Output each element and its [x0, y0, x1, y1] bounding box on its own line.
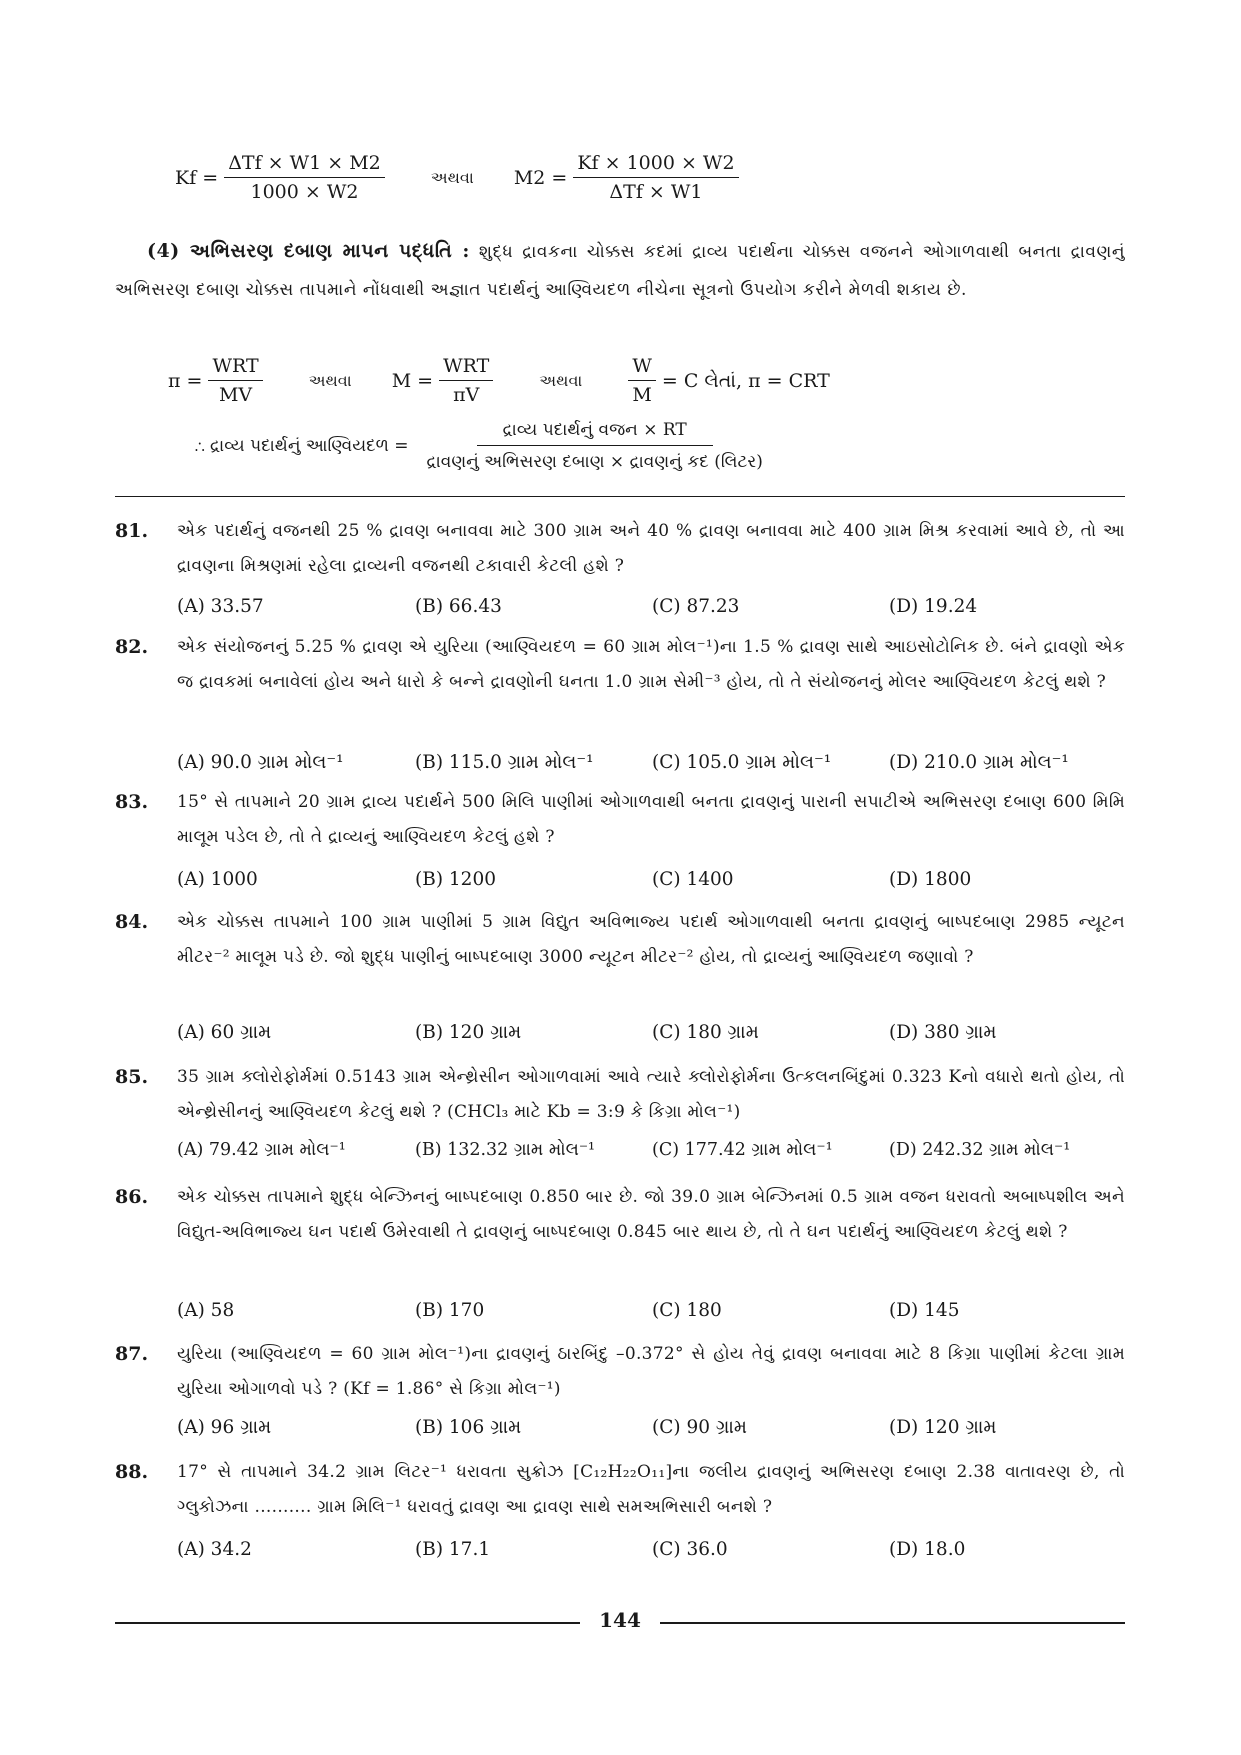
question-text: એક ચોક્કસ તાપમાને શુદ્ધ બેન્ઝિનનું બાષ્પદબાણ 0.850 બાર છે. જો 39.0 ગ્રામ બેન્ઝિનમાં 0.5 ગ્રામ વજન ધરાવતો અબાષ્પશીલ અને વિદ્યુત-અવિભાજ્ય ઘન પદાર્થ ઉમેરવાથી તે દ્રાવણનું બાષ્પદબાણ 0.845 બાર થાય છે, તો તે ઘન પદાર્થનું આણ્વિયદળ કેટલું થશે ? — [177, 1187, 1125, 1242]
option-c[interactable]: (C) 1400 — [652, 869, 734, 890]
option-a[interactable]: (A) 33.57 — [177, 596, 264, 617]
pi-denominator: MV — [218, 384, 253, 406]
mw-fraction — [423, 420, 767, 472]
option-d[interactable]: (D) 380 ગ્રામ — [889, 1022, 997, 1043]
question-number: 87. — [115, 1343, 149, 1365]
option-b[interactable]: (B) 17.1 — [415, 1539, 491, 1560]
option-d[interactable]: (D) 210.0 ગ્રામ મોલ⁻¹ — [889, 752, 1069, 773]
question-text: એક સંયોજનનું 5.25 % દ્રાવણ એ યુરિયા (આણ્વિયદળ = 60 ગ્રામ મોલ⁻¹)ના 1.5 % દ્રાવણ સાથે આઇસોટોનિક છે. બંને દ્રાવણો એક જ દ્રાવકમાં બનાવેલાં હોય અને ધારો કે બન્ને દ્રાવણોની ઘનતા 1.0 ગ્રામ સેમી⁻³ હોય, તો તે સંયોજનનું મોલર આણ્વિયદળ કેટલું થશે ? — [177, 637, 1125, 692]
question-text: યુરિયા (આણ્વિયદળ = 60 ગ્રામ મોલ⁻¹)ના દ્રાવણનું ઠારબિંદુ –0.372° સે હોય તેવું દ્રાવણ બનાવવા માટે 8 કિગ્રા પાણીમાં કેટલા ગ્રામ યુરિયા ઓગાળવો પડે ? (Kf = 1.86° સે કિગ્રા મોલ⁻¹) — [177, 1344, 1125, 1399]
pi-fraction — [208, 355, 262, 406]
osmotic-pressure-formulas — [168, 355, 830, 406]
question-85 — [115, 1060, 1125, 1175]
question-text: 35 ગ્રામ ક્લોરોફોર્મમાં 0.5143 ગ્રામ એન્થ્રેસીન ઓગાળવામાં આવે ત્યારે ક્લોરોફોર્મના ઉત્કલનબિંદુમાં 0.323 Kનો વધારો થતો હોય, તો એન્થ્રેસીનનું આણ્વિયદળ કેટલું થશે ? (CHCl₃ માટે Kb = 3:9 કે કિગ્રા મોલ⁻¹) — [177, 1067, 1125, 1122]
m-label: M = — [391, 369, 434, 392]
freezing-point-formulas — [175, 152, 745, 203]
option-b[interactable]: (B) 132.32 ગ્રામ મોલ⁻¹ — [415, 1140, 596, 1160]
option-c[interactable]: (C) 36.0 — [652, 1539, 728, 1560]
m-numerator: WRT — [439, 355, 493, 381]
m-fraction — [439, 355, 493, 406]
option-c[interactable]: (C) 180 ગ્રામ — [652, 1022, 759, 1043]
m-denominator: πV — [453, 384, 480, 406]
question-88 — [115, 1455, 1125, 1570]
kf-numerator: ΔTf × W1 × M2 — [224, 152, 385, 178]
question-text: એક ચોક્કસ તાપમાને 100 ગ્રામ પાણીમાં 5 ગ્રામ વિદ્યુત અવિભાજ્ય પદાર્થ ઓગાળવાથી બનતા દ્રાવણનું બાષ્પદબાણ 2985 ન્યૂટન મીટર⁻² માલૂમ પડે છે. જો શુદ્ધ પાણીનું બાષ્પદબાણ 3000 ન્યૂટન મીટર⁻² હોય, તો દ્રાવ્યનું આણ્વિયદળ જણાવો ? — [177, 912, 1125, 967]
m2-fraction — [573, 152, 738, 203]
option-a[interactable]: (A) 60 ગ્રામ — [177, 1022, 272, 1043]
m-denominator: M — [632, 384, 652, 406]
question-number: 83. — [115, 791, 149, 813]
option-a[interactable]: (A) 96 ગ્રામ — [177, 1417, 272, 1438]
option-b[interactable]: (B) 120 ગ્રામ — [415, 1022, 522, 1043]
mw-label: ∴ દ્રાવ્ય પદાર્થનું આણ્વિયદળ = — [195, 436, 409, 456]
question-81 — [115, 514, 1125, 624]
option-c[interactable]: (C) 105.0 ગ્રામ મોલ⁻¹ — [652, 752, 832, 773]
page-number: 144 — [599, 1608, 641, 1632]
option-d[interactable]: (D) 120 ગ્રામ — [889, 1417, 997, 1438]
option-b[interactable]: (B) 170 — [415, 1300, 485, 1321]
kf-denominator: 1000 × W2 — [250, 181, 359, 203]
question-text: 17° સે તાપમાને 34.2 ગ્રામ લિટર⁻¹ ધરાવતા સુક્રોઝ [C₁₂H₂₂O₁₁]ના જલીય દ્રાવણનું અભિસરણ દબાણ 2.38 વાતાવરણ છે, તો ગ્લુકોઝના .......... ગ્રામ મિલિ⁻¹ ધરાવતું દ્રાવણ આ દ્રાવણ સાથે સમઅભિસારી બનશે ? — [177, 1462, 1125, 1517]
option-a[interactable]: (A) 34.2 — [177, 1539, 252, 1560]
option-d[interactable]: (D) 19.24 — [889, 596, 978, 617]
option-b[interactable]: (B) 115.0 ગ્રામ મોલ⁻¹ — [415, 752, 594, 773]
w-over-m-fraction — [628, 355, 656, 406]
option-c[interactable]: (C) 90 ગ્રામ — [652, 1417, 747, 1438]
or-text: અથવા — [308, 370, 352, 390]
option-d[interactable]: (D) 18.0 — [889, 1539, 966, 1560]
option-a[interactable]: (A) 58 — [177, 1300, 235, 1321]
pi-numerator: WRT — [208, 355, 262, 381]
m2-label: M2 = — [513, 166, 568, 189]
question-text: 15° સે તાપમાને 20 ગ્રામ દ્રાવ્ય પદાર્થને 500 મિલિ પાણીમાં ઓગાળવાથી બનતા દ્રાવણનું પારાની સપાટીએ અભિસરણ દબાણ 600 મિમિ માલૂમ પડેલ છે, તો તે દ્રાવ્યનું આણ્વિયદળ કેટલું હશે ? — [177, 792, 1125, 847]
option-c[interactable]: (C) 180 — [652, 1300, 722, 1321]
question-number: 81. — [115, 520, 149, 542]
option-a[interactable]: (A) 79.42 ગ્રામ મોલ⁻¹ — [177, 1140, 346, 1160]
or-text: અથવા — [430, 167, 474, 187]
question-number: 85. — [115, 1066, 149, 1088]
option-d[interactable]: (D) 145 — [889, 1300, 960, 1321]
option-c[interactable]: (C) 87.23 — [652, 596, 740, 617]
m2-denominator: ΔTf × W1 — [609, 181, 703, 203]
option-b[interactable]: (B) 106 ગ્રામ — [415, 1417, 522, 1438]
question-83 — [115, 785, 1125, 900]
question-text: એક પદાર્થનું વજનથી 25 % દ્રાવણ બનાવવા માટે 300 ગ્રામ અને 40 % દ્રાવણ બનાવવા માટે 400 ગ્રામ મિશ્ર કરવામાં આવે છે, તો આ દ્રાવણના મિશ્રણમાં રહેલા દ્રાવ્યની વજનથી ટકાવારી કેટલી હશે ? — [177, 521, 1125, 576]
option-b[interactable]: (B) 66.43 — [415, 596, 502, 617]
mw-numerator: દ્રાવ્ય પદાર્થનું વજન × RT — [477, 420, 713, 446]
section-4-heading: (4) અભિસરણ દબાણ માપન પદ્ધતિ : — [147, 240, 470, 262]
kf-fraction — [224, 152, 385, 203]
molecular-weight-formula — [195, 420, 773, 472]
question-84 — [115, 905, 1125, 1055]
question-86 — [115, 1180, 1125, 1330]
w-numerator: W — [628, 355, 656, 381]
question-87 — [115, 1337, 1125, 1447]
option-a[interactable]: (A) 90.0 ગ્રામ મોલ⁻¹ — [177, 752, 344, 773]
c-equals-text: = C લેતાં, π = CRT — [661, 369, 830, 392]
section-divider — [115, 496, 1125, 497]
question-number: 82. — [115, 636, 149, 658]
footer-rule-left — [115, 1622, 580, 1624]
or-text: અથવા — [539, 370, 583, 390]
option-a[interactable]: (A) 1000 — [177, 869, 258, 890]
option-d[interactable]: (D) 242.32 ગ્રામ મોલ⁻¹ — [889, 1140, 1071, 1160]
option-b[interactable]: (B) 1200 — [415, 869, 496, 890]
pi-label: π = — [168, 369, 203, 392]
section-4-paragraph — [115, 232, 1125, 309]
mw-denominator: દ્રાવણનું અભિસરણ દબાણ × દ્રાવણનું કદ (લિટર) — [426, 452, 763, 472]
question-82 — [115, 630, 1125, 780]
option-d[interactable]: (D) 1800 — [889, 869, 972, 890]
section-4-text: શુદ્ધ દ્રાવકના ચોક્કસ કદમાં દ્રાવ્ય પદાર્થના ચોક્કસ વજનને ઓગાળવાથી બનતા દ્રાવણનું અભિસરણ દબાણ ચોક્કસ તાપમાને નોંધવાથી અજ્ઞાત પદાર્થનું આણ્વિયદળ નીચેના સૂત્રનો ઉપયોગ કરીને મેળવી શકાય છે. — [115, 242, 1125, 300]
question-number: 88. — [115, 1461, 149, 1483]
option-c[interactable]: (C) 177.42 ગ્રામ મોલ⁻¹ — [652, 1140, 833, 1160]
footer-rule-right — [660, 1622, 1125, 1624]
question-number: 86. — [115, 1186, 149, 1208]
m2-numerator: Kf × 1000 × W2 — [573, 152, 738, 178]
question-number: 84. — [115, 911, 149, 933]
kf-label: Kf = — [175, 166, 219, 189]
